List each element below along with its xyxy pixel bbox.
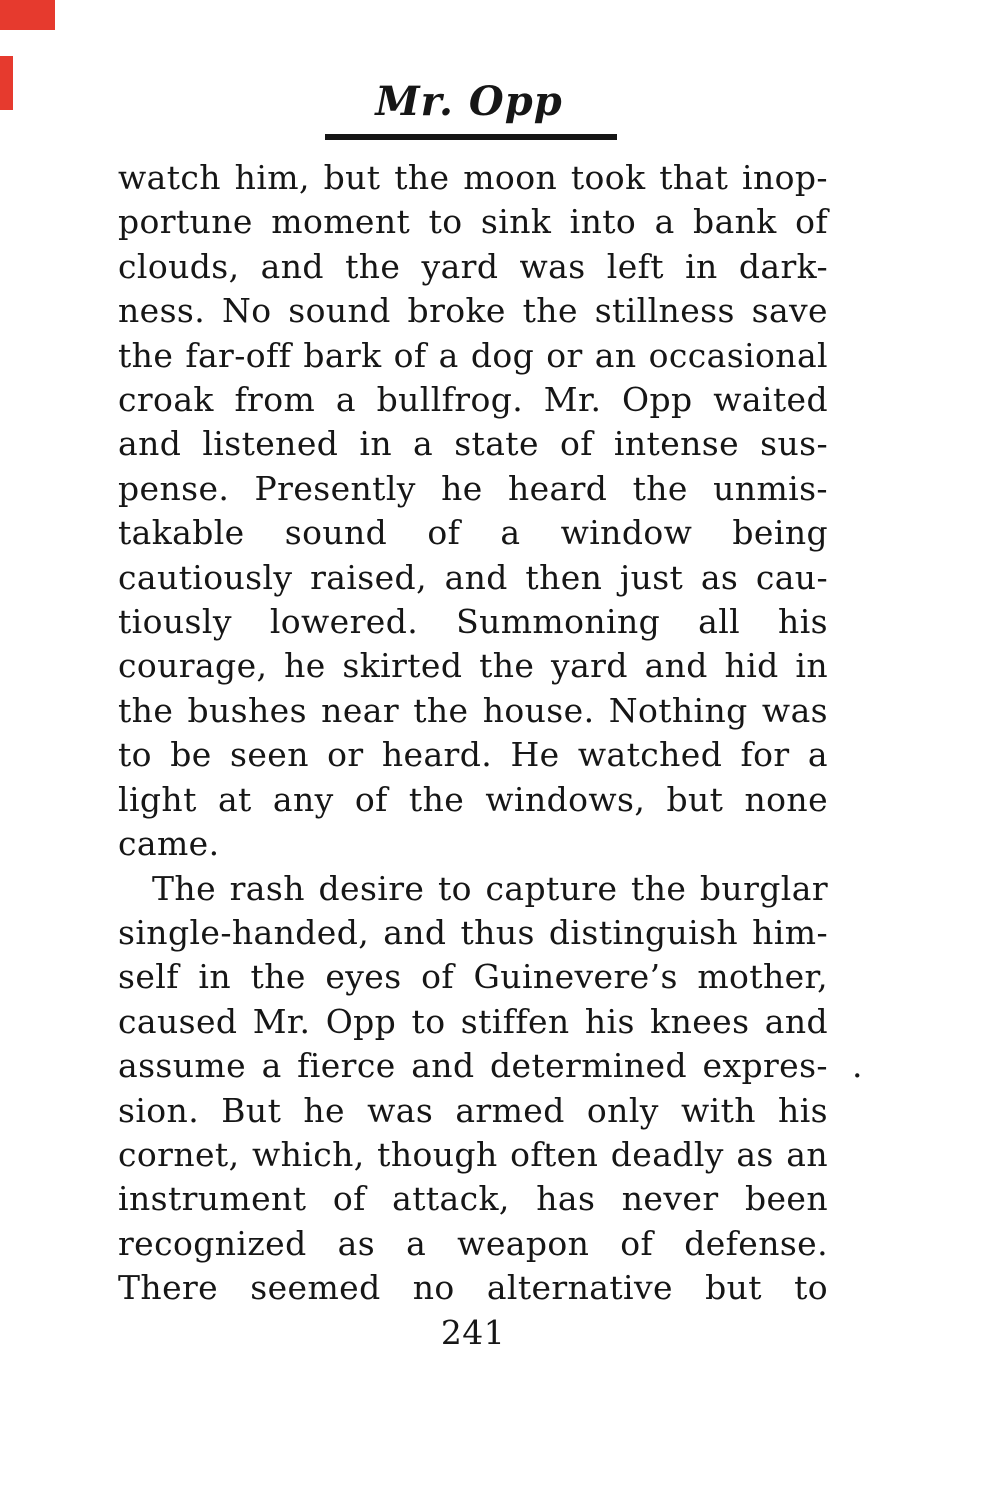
text-line: the far-off bark of a dog or an occasional [118, 335, 828, 375]
text-line: caused Mr. Opp to stiffen his knees and [118, 1001, 828, 1041]
text-line: portune moment to sink into a bank of [118, 202, 828, 242]
text-line: watch him, but the moon took that inop- [118, 158, 828, 197]
red-scan-mark-top [0, 0, 55, 30]
text-line: instrument of attack, has never been [118, 1179, 828, 1219]
text-line: light at any of the windows, but none [118, 779, 828, 819]
text-line: to be seen or heard. He watched for a [118, 735, 828, 775]
text-line: cornet, which, though often deadly as an [118, 1134, 828, 1174]
text-line: and listened in a state of intense sus- [118, 424, 828, 464]
page-text [118, 156, 828, 1355]
text-line: self in the eyes of Guinevere’s mother, [118, 957, 828, 997]
text-line: cautiously raised, and then just as cau- [118, 557, 828, 597]
text-line: single-handed, and thus distinguish him- [118, 912, 828, 952]
text-line-paragraph-start: The rash desire to capture the burglar [152, 868, 828, 908]
text-line: sion. But he was armed only with his [118, 1090, 828, 1130]
text-line: recognized as a weapon of defense. [118, 1223, 828, 1263]
text-line: clouds, and the yard was left in dark- [118, 246, 828, 286]
text-line: the bushes near the house. Nothing was [118, 690, 828, 730]
header-rule [325, 134, 617, 140]
text-line: pense. Presently he heard the unmis- [118, 468, 828, 508]
text-line: came. [118, 824, 220, 864]
text-line: ness. No sound broke the stillness save [118, 291, 828, 331]
running-head-title: Mr. Opp [375, 78, 563, 125]
text-line: assume a fierce and determined expres- [118, 1046, 828, 1086]
text-line: tiously lowered. Summoning all his [118, 602, 828, 642]
text-line: croak from a bullfrog. Mr. Opp waited [118, 380, 828, 420]
stray-period-artifact: . [852, 1046, 863, 1085]
text-line: There seemed no alternative but to [118, 1268, 828, 1308]
text-line: takable sound of a window being [118, 513, 828, 553]
page-number: 241 [440, 1312, 506, 1352]
text-line: courage, he skirted the yard and hid in [118, 646, 828, 686]
